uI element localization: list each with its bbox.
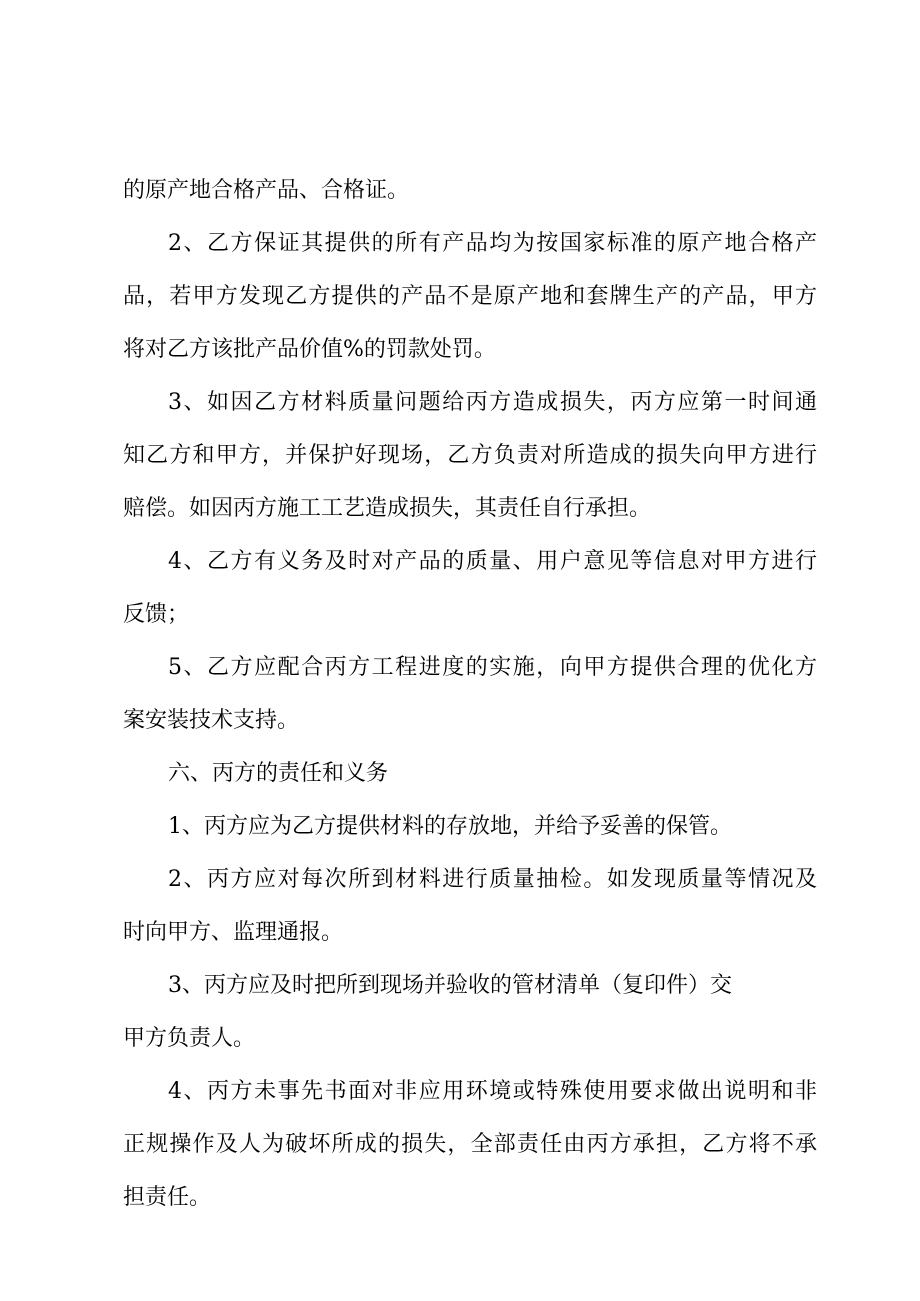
paragraph-line: 反馈； (123, 602, 190, 627)
paragraph-line: 的原产地合格产品、合格证。 (123, 178, 410, 203)
paragraph-line: 品，若甲方发现乙方提供的产品不是原产地和套牌生产的产品，甲方 (123, 284, 817, 309)
section-heading: 六、丙方的责任和义务 (168, 761, 389, 786)
paragraph-line: 4、乙方有义务及时对产品的质量、用户意见等信息对甲方进行 (168, 549, 817, 574)
paragraph-line: 将对乙方该批产品价值%的罚款处罚。 (123, 337, 496, 362)
paragraph-line: 4、丙方未事先书面对非应用环境或特殊使用要求做出说明和非 (168, 1079, 817, 1104)
paragraph-line: 正规操作及人为破坏所成的损失，全部责任由丙方承担，乙方将不承 (123, 1132, 817, 1157)
paragraph-line: 5、乙方应配合丙方工程进度的实施，向甲方提供合理的优化方 (168, 655, 817, 680)
paragraph-line: 案安装技术支持。 (123, 708, 300, 733)
paragraph-line: 甲方负责人。 (123, 1026, 256, 1051)
paragraph-line: 3、丙方应及时把所到现场并验收的管材清单（复印件）交 (168, 973, 732, 998)
paragraph-line: 赔偿。如因丙方施工工艺造成损失，其责任自行承担。 (123, 496, 652, 521)
paragraph-line: 1、丙方应为乙方提供材料的存放地，并给予妥善的保管。 (168, 814, 732, 839)
paragraph-line: 3、如因乙方材料质量问题给丙方造成损失，丙方应第一时间通 (168, 390, 817, 415)
paragraph-line: 知乙方和甲方，并保护好现场，乙方负责对所造成的损失向甲方进行 (123, 443, 817, 468)
paragraph-line: 时向甲方、监理通报。 (123, 920, 344, 945)
paragraph-line: 2、丙方应对每次所到材料进行质量抽检。如发现质量等情况及 (168, 867, 817, 892)
paragraph-line: 2、乙方保证其提供的所有产品均为按国家标准的原产地合格产 (168, 231, 817, 256)
paragraph-line: 担责任。 (123, 1185, 212, 1210)
